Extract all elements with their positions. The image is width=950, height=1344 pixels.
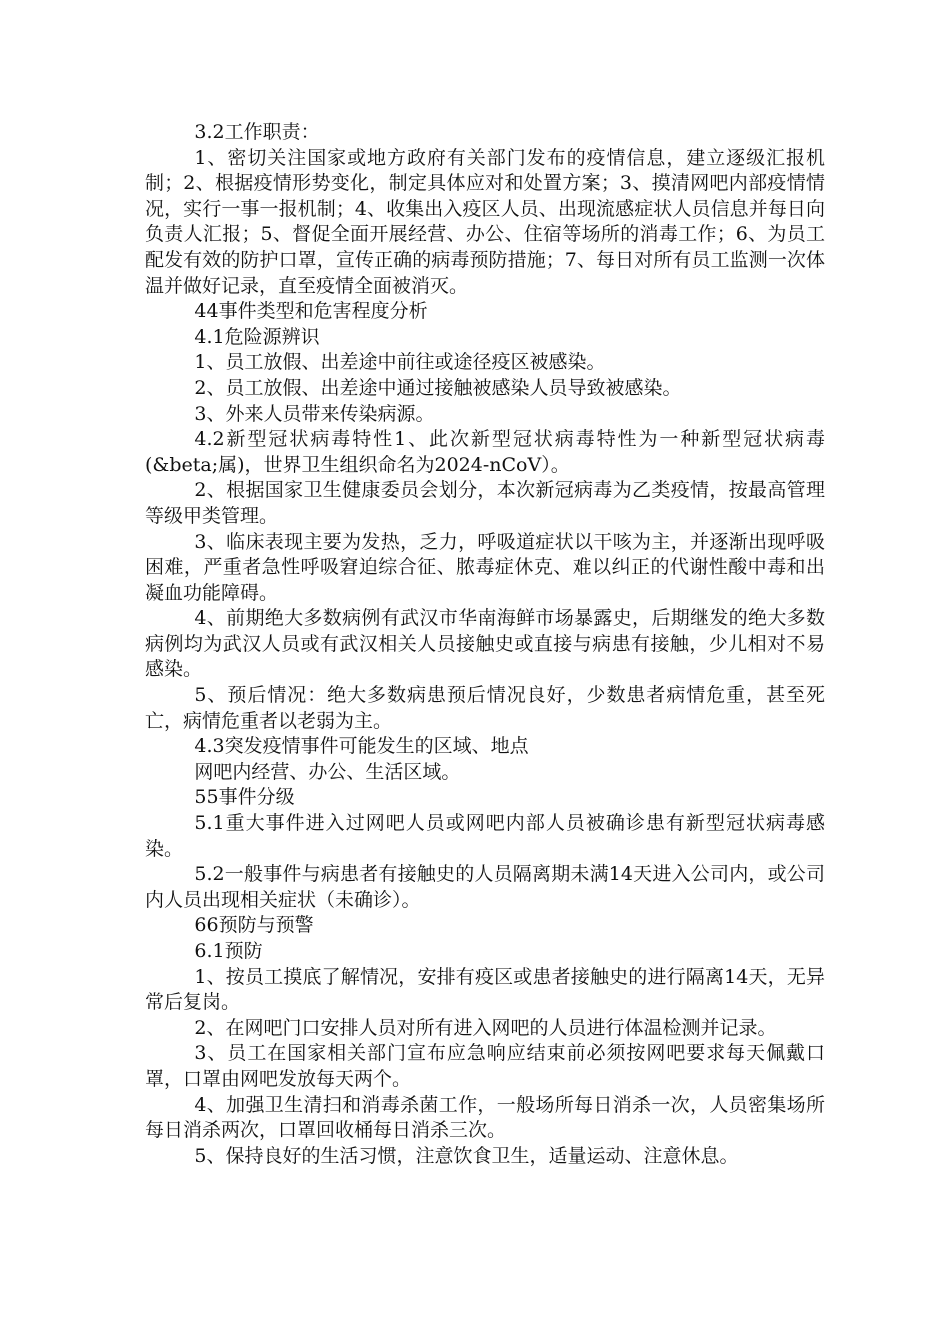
list-item-prevention-4: 4、加强卫生清扫和消毒杀菌工作，一般场所每日消杀一次，人员密集场所每日消杀两次，口罩回收桶每日消杀三次。 <box>145 1093 825 1142</box>
paragraph-areas: 网吧内经营、办公、生活区域。 <box>194 760 461 783</box>
paragraph-major-event: 5.1重大事件进入过网吧人员或网吧内部人员被确诊患有新型冠状病毒感染。 <box>145 812 825 860</box>
list-item-virus-4: 4、前期绝大多数病例有武汉市华南海鲜市场暴露史，后期继发的绝大多数病例均为武汉人员或有武汉相关人员接触史或直接与病患有接触，少儿相对不易感染。 <box>145 607 825 681</box>
document-page <box>145 120 825 1169</box>
section-heading-6: 66预防与预警 <box>194 914 314 937</box>
list-item-hazard-3: 3、外来人员带来传染病源。 <box>194 402 435 425</box>
section-heading-6-1: 6.1预防 <box>194 940 263 962</box>
list-item-virus-5: 5、预后情况：绝大多数病患预后情况良好，少数患者病情危重，甚至死亡，病情危重者以老弱为主。 <box>145 684 825 732</box>
section-heading-5: 55事件分级 <box>194 786 295 809</box>
section-heading-4-1: 4.1危险源辨识 <box>194 325 320 348</box>
list-item-virus-2: 2、根据国家卫生健康委员会划分，本次新冠病毒为乙类疫情，按最高管理等级甲类管理。 <box>145 479 825 527</box>
section-heading-4-3: 4.3突发疫情事件可能发生的区域、地点 <box>194 735 529 758</box>
list-item-virus-3: 3、临床表现主要为发热，乏力，呼吸道症状以干咳为主，并逐渐出现呼吸困难，严重者急性呼吸窘迫综合征、脓毒症休克、难以纠正的代谢性酸中毒和出凝血功能障碍。 <box>145 530 825 604</box>
section-heading-3-2: 3.2工作职责： <box>194 121 320 143</box>
section-heading-4: 44事件类型和危害程度分析 <box>194 300 428 323</box>
list-item-hazard-1: 1、员工放假、出差途中前往或途径疫区被感染。 <box>194 351 606 374</box>
list-item-prevention-3: 3、员工在国家相关部门宣布应急响应结束前必须按网吧要求每天佩戴口罩，口罩由网吧发放每天两个。 <box>145 1042 825 1090</box>
list-item-prevention-2: 2、在网吧门口安排人员对所有进入网吧的人员进行体温检测并记录。 <box>194 1016 777 1039</box>
list-item-hazard-2: 2、员工放假、出差途中通过接触被感染人员导致被感染。 <box>194 376 682 399</box>
list-item-prevention-1: 1、按员工摸底了解情况，安排有疫区或患者接触史的进行隔离14天，无异常后复岗。 <box>145 965 825 1014</box>
paragraph-duties: 1、密切关注国家或地方政府有关部门发布的疫情信息，建立逐级汇报机制；2、根据疫情形势变化，制定具体应对和处置方案；3、摸清网吧内部疫情情况，实行一事一报机制；4、收集出入疫区人员、出现流感症状人员信息并每日向负责人汇报；5、督促全面开展经营、办公、住宿等场所的消毒工作；6、为员工配发有效的防护口罩，宣传正确的病毒预防措施；7、每日对所有员工监测一次体温并做好记录，直至疫情全面被消灭。 <box>145 146 825 297</box>
list-item-prevention-5: 5、保持良好的生活习惯，注意饮食卫生，适量运动、注意休息。 <box>194 1144 739 1167</box>
section-heading-4-2: 4.2新型冠状病毒特性1、此次新型冠状病毒特性为一种新型冠状病毒(&beta;属)，世界卫生组织命名为2024-nCoV）。 <box>145 428 825 476</box>
paragraph-general-event: 5.2一般事件与病患者有接触史的人员隔离期未满14天进入公司内，或公司内人员出现相关症状（未确诊）。 <box>145 863 825 911</box>
